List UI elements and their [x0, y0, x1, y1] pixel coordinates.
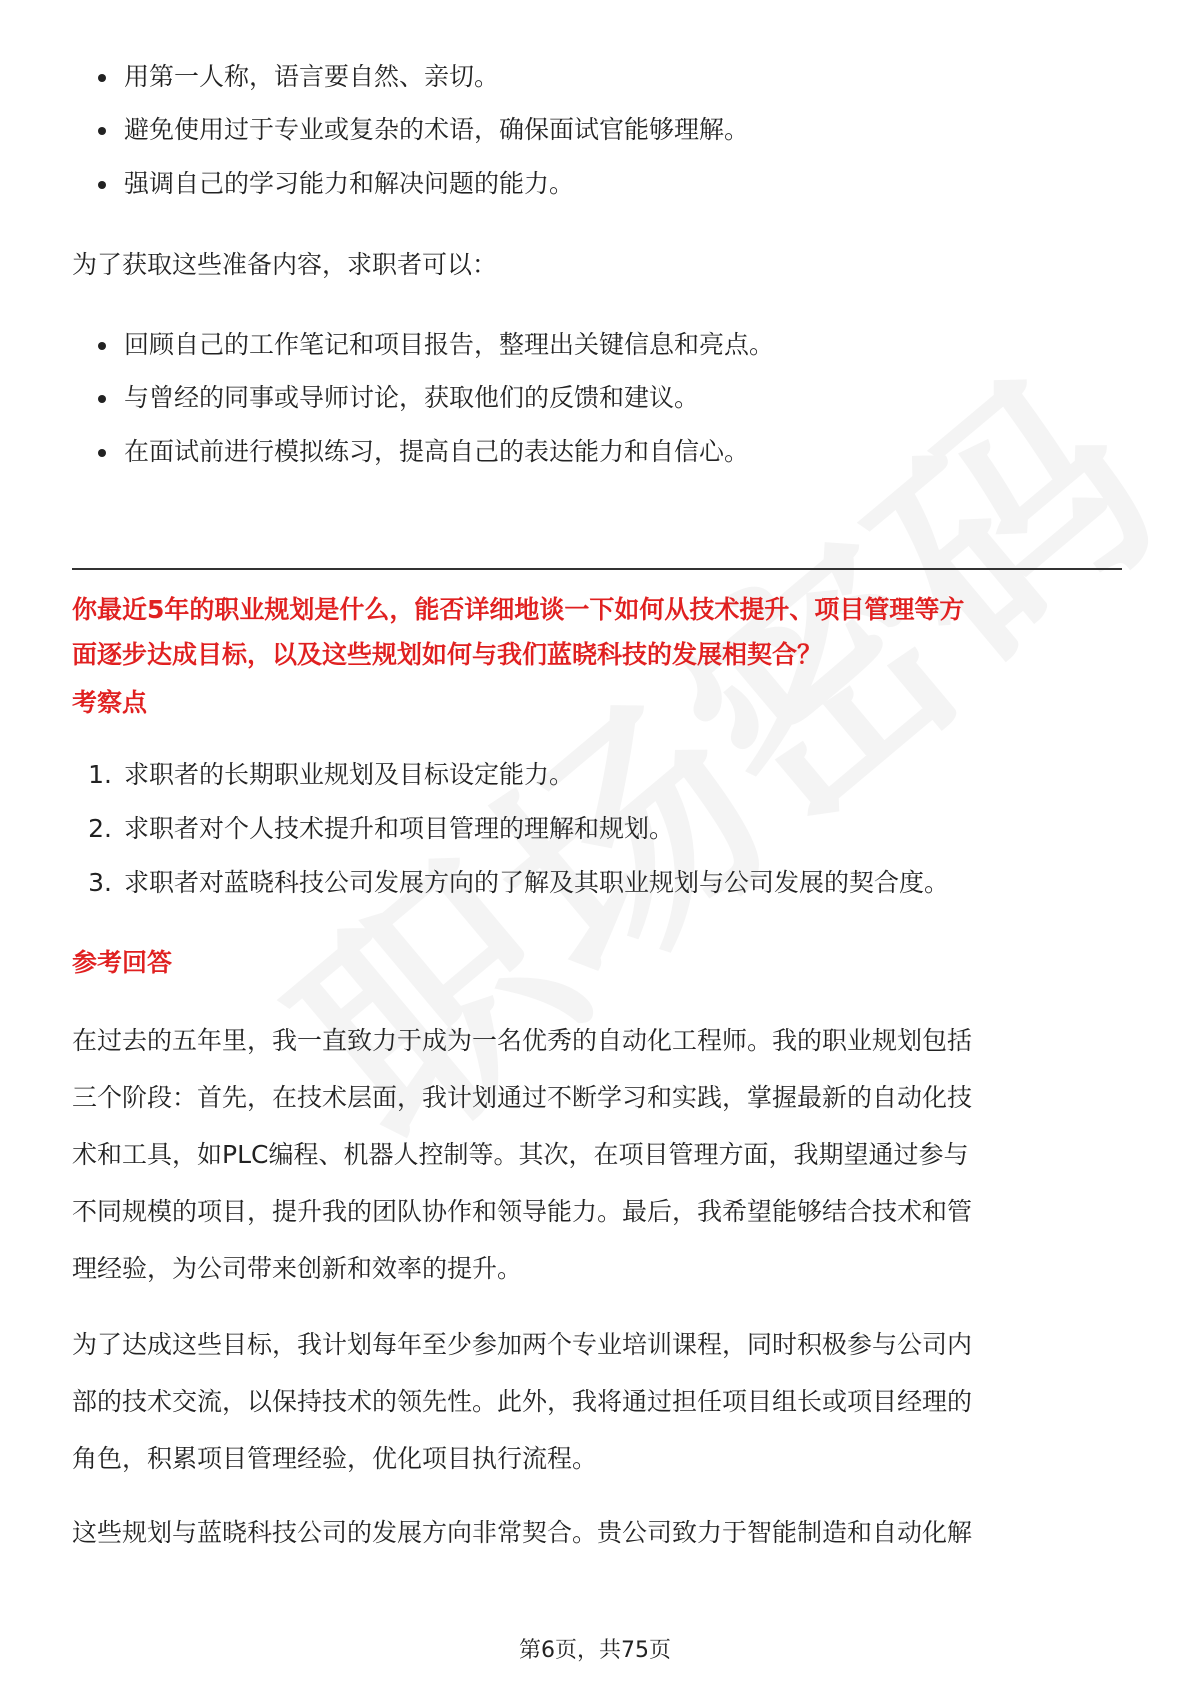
question-line: 你最近5年的职业规划是什么，能否详细地谈一下如何从技术提升、项目管理等方: [72, 595, 965, 624]
answer-paragraph: [72, 1504, 1122, 1561]
paragraph-line: 三个阶段：首先，在技术层面，我计划通过不断学习和实践，掌握最新的自动化技: [72, 1083, 973, 1112]
paragraph-line: 这些规划与蓝晓科技公司的发展方向非常契合。贵公司致力于智能制造和自动化解: [72, 1518, 973, 1547]
paragraph-line: 为了达成这些目标，我计划每年至少参加两个专业培训课程，同时积极参与公司内: [72, 1330, 973, 1359]
numbered-item: [88, 866, 950, 900]
bullet-icon: [98, 449, 106, 457]
list-item-text: 回顾自己的工作笔记和项目报告，整理出关键信息和亮点。: [124, 330, 775, 359]
list-item-text: 在面试前进行模拟练习，提高自己的表达能力和自信心。: [124, 437, 750, 466]
list-item-text: 用第一人称，语言要自然、亲切。: [124, 62, 500, 91]
list-item-text: 与曾经的同事或导师讨论，获取他们的反馈和建议。: [124, 383, 700, 412]
page-footer: 第6页，共75页: [519, 1638, 671, 1663]
prep-intro: 为了获取这些准备内容，求职者可以：: [72, 250, 498, 279]
paragraph-line: 不同规模的项目，提升我的团队协作和领导能力。最后，我希望能够结合技术和管: [72, 1197, 973, 1226]
bullet-icon: [98, 395, 106, 403]
list-item: [124, 60, 499, 94]
answer-heading: 参考回答: [72, 948, 173, 977]
item-number: 2.: [88, 814, 112, 843]
list-item: [124, 328, 774, 362]
question-line: 面逐步达成目标，以及这些规划如何与我们蓝晓科技的发展相契合？: [72, 640, 823, 669]
answer-paragraph: [72, 1316, 1122, 1487]
list-item-text: 强调自己的学习能力和解决问题的能力。: [124, 169, 575, 198]
assessment-heading: 考察点: [72, 688, 148, 717]
paragraph-line: 理经验，为公司带来创新和效率的提升。: [72, 1254, 523, 1283]
list-item: [124, 381, 699, 415]
paragraph-line: 在过去的五年里，我一直致力于成为一名优秀的自动化工程师。我的职业规划包括: [72, 1026, 973, 1055]
interview-question: [72, 587, 1122, 677]
list-item: [124, 167, 574, 201]
numbered-item: [88, 758, 575, 792]
list-item-text: 避免使用过于专业或复杂的术语，确保面试官能够理解。: [124, 115, 750, 144]
bullet-icon: [98, 181, 106, 189]
list-item: [124, 435, 749, 469]
paragraph-line: 术和工具，如PLC编程、机器人控制等。其次，在项目管理方面，我期望通过参与: [72, 1140, 969, 1169]
paragraph-line: 角色，积累项目管理经验，优化项目执行流程。: [72, 1444, 598, 1473]
item-number: 1.: [88, 760, 112, 789]
item-text: 求职者对蓝晓科技公司发展方向的了解及其职业规划与公司发展的契合度。: [124, 868, 950, 897]
numbered-item: [88, 812, 675, 846]
document-page: [72, 0, 1122, 1684]
item-number: 3.: [88, 868, 112, 897]
section-divider: [72, 568, 1122, 570]
item-text: 求职者对个人技术提升和项目管理的理解和规划。: [124, 814, 675, 843]
item-text: 求职者的长期职业规划及目标设定能力。: [124, 760, 575, 789]
list-item: [124, 113, 749, 147]
paragraph-line: 部的技术交流，以保持技术的领先性。此外，我将通过担任项目组长或项目经理的: [72, 1387, 973, 1416]
bullet-icon: [98, 74, 106, 82]
bullet-icon: [98, 342, 106, 350]
bullet-icon: [98, 127, 106, 135]
answer-paragraph: [72, 1012, 1122, 1297]
